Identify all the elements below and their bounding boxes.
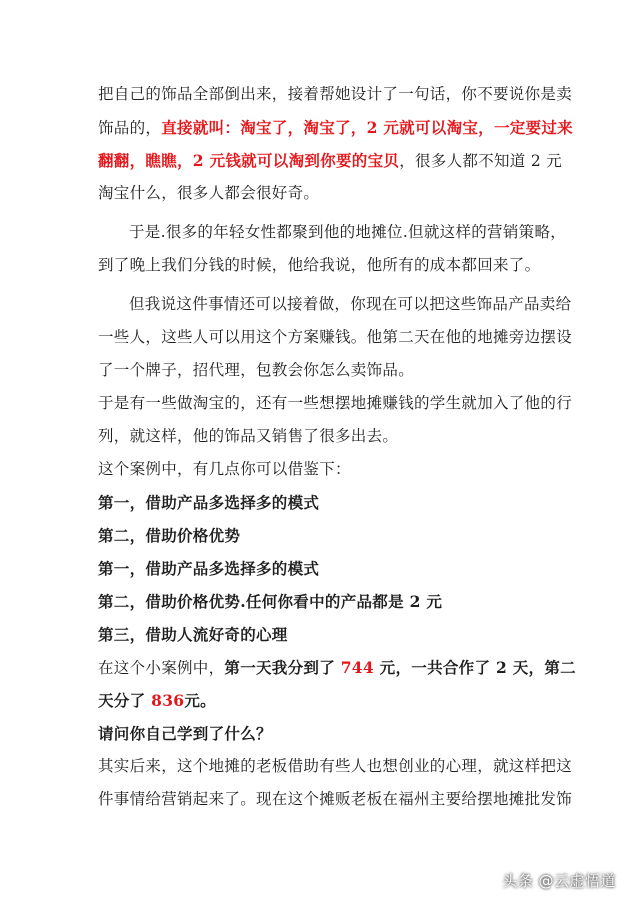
paragraph-line: 于是.很多的年轻女性都聚到他的地摊位.但就这样的营销策略， [129, 223, 567, 241]
bold-text: 元，一共合作了 2 天，第二 [373, 658, 576, 677]
text-span: ，很多人都不知道 2 元 [399, 152, 563, 170]
point-item: 第一，借助产品多选择多的模式 [98, 493, 320, 512]
bold-text: 天分了 [98, 691, 152, 710]
bold-text: 第一天我分到了 [224, 658, 341, 677]
paragraph-line: 件事情给营销起来了。现在这个摊贩老板在福州主要给摆地摊批发饰 [98, 790, 573, 808]
number-highlight: 836 [151, 691, 185, 710]
paragraph-line: 淘宝什么，很多人都会很好奇。 [98, 184, 320, 202]
paragraph-line: 一些人，这些人可以用这个方案赚钱。他第二天在他的地摊旁边摆设 [98, 328, 573, 346]
question-heading: 请问你自己学到了什么？ [98, 724, 272, 743]
point-item: 第三，借助人流好奇的心理 [98, 625, 288, 644]
paragraph-line [98, 684, 544, 717]
point-item: 第二，借助价格优势.任何你看中的产品都是 2 元 [98, 592, 443, 611]
paragraph-line: 这个案例中，有几点你可以借鉴下： [98, 460, 351, 478]
number-highlight: 744 [340, 658, 374, 677]
paragraph-line: 于是有一些做淘宝的，还有一些想摆地摊赚钱的学生就加入了他的行 [98, 394, 573, 412]
text-span: 在这个小案例中， [98, 659, 225, 677]
paragraph-line [98, 651, 576, 684]
bold-text: 元。 [184, 691, 216, 710]
highlight-text: 直接就叫：淘宝了，淘宝了，2 元就可以淘宝，一定要过来 [161, 118, 573, 137]
article-body [98, 78, 576, 816]
paragraph-line: 列，就这样，他的饰品又销售了很多出去。 [98, 427, 399, 445]
watermark: 头条 @云虚悟道 [502, 872, 616, 890]
point-item: 第二，借助价格优势 [98, 526, 241, 545]
paragraph-line: 把自己的饰品全部倒出来，接着帮她设计了一句话，你不要说你是卖 [98, 85, 573, 103]
paragraph-line [98, 111, 573, 144]
paragraph-line: 了一个牌子，招代理，包教会你怎么卖饰品。 [98, 361, 415, 379]
paragraph-line: 其实后来，这个地摊的老板借助有些人也想创业的心理，就这样把这 [98, 757, 573, 775]
highlight-text: 翻翻，瞧瞧，2 元钱就可以淘到你要的宝贝 [98, 151, 400, 170]
paragraph-line: 到了晚上我们分钱的时候，他给我说，他所有的成本都回来了。 [98, 256, 541, 274]
paragraph-line [98, 144, 563, 177]
point-item: 第一，借助产品多选择多的模式 [98, 559, 320, 578]
paragraph-line: 但我说这件事情还可以接着做，你现在可以把这些饰品产品卖给 [129, 295, 572, 313]
text-span: 饰品的， [98, 119, 162, 137]
